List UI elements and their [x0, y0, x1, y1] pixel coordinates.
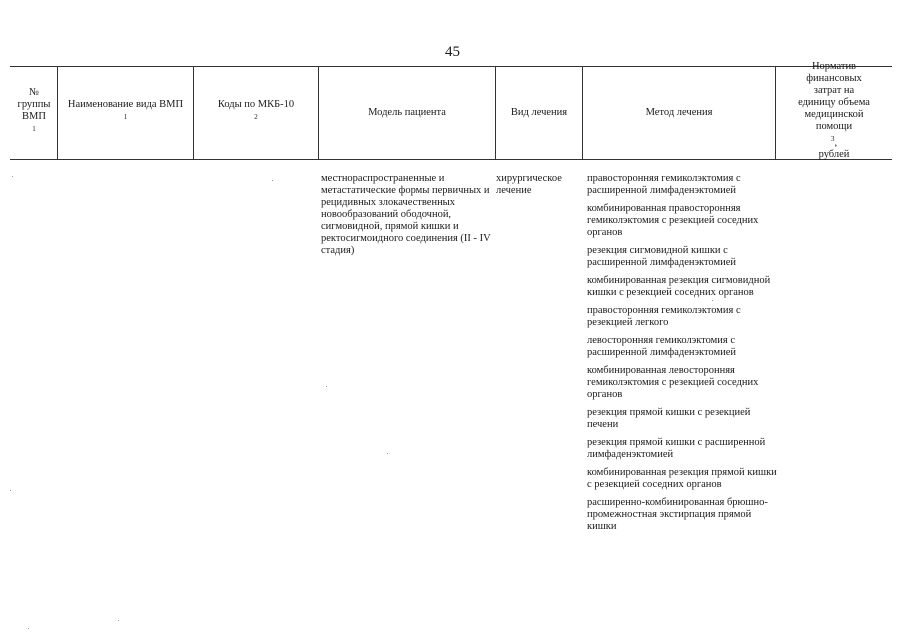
- page-number: 45: [445, 44, 460, 60]
- treatment-method-list: [587, 173, 782, 539]
- norm-line: помощи: [815, 120, 853, 132]
- scan-speck: [326, 386, 327, 387]
- method-item: резекция прямой кишки с резекцией печени: [587, 407, 751, 430]
- vmp-name-label: Наименование вида ВМП: [67, 98, 184, 110]
- icd-codes-footnote: 2: [254, 112, 258, 121]
- norm-line: Норматив: [811, 60, 857, 72]
- icd-codes-label: Коды по МКБ-10: [217, 98, 295, 110]
- scan-speck: [712, 300, 713, 301]
- treatment-method-label: Метод лечения: [645, 107, 713, 118]
- norm-line: финансовых: [806, 72, 862, 84]
- scan-speck: [12, 176, 13, 177]
- norm-line: рублей: [818, 149, 850, 161]
- vmp-name-footnote: 1: [123, 112, 128, 121]
- method-item: правосторонняя гемиколэктомия с резекцией легкого: [587, 305, 741, 328]
- column-header-financial-norm: Норматив финансовых затрат на единицу объема медицинской помощи $^3$, рублей: [798, 60, 870, 161]
- method-item: правосторонняя гемиколэктомия с расширенной лимфаденэктомией: [587, 173, 741, 196]
- patient-model-cell: местнораспространенные и метастатические формы первичных и рецидивных злокачественных новообразований ободочной, сигмовидной, прямой кишки и ректосигмоидного соединения (II - IV стадия): [321, 173, 491, 256]
- group-number-footnote: 1: [32, 124, 36, 133]
- method-item: левосторонняя гемиколэктомия с расширенной лимфаденэктомией: [587, 335, 737, 358]
- column-header-vmp-name: [58, 66, 193, 160]
- method-item: резекция прямой кишки с расширенной лимфаденэктомией: [587, 437, 766, 460]
- method-item: расширенно-комбинированная брюшно-промежностная экстирпация прямой кишки: [587, 497, 768, 532]
- treatment-type-cell: хирургическое лечение: [496, 173, 562, 196]
- column-header-icd-codes: [194, 66, 318, 160]
- scan-speck: [10, 490, 11, 491]
- patient-model-label: Модель пациента: [368, 107, 446, 118]
- scan-speck: [387, 453, 388, 454]
- group-number-label: № группы ВМП: [17, 86, 51, 122]
- column-header-group-number: [14, 66, 54, 160]
- method-item: комбинированная левосторонняя гемиколэктомия с резекцией соседних органов: [587, 365, 759, 400]
- norm-line: медицинской: [804, 108, 864, 120]
- method-item: резекция сигмовидной кишки с расширенной лимфаденэктомией: [587, 245, 737, 268]
- column-header-patient-model: [319, 66, 495, 160]
- method-item: комбинированная правосторонняя гемиколэктомия с резекцией соседних органов: [587, 203, 759, 238]
- norm-footnote: 3: [830, 134, 835, 143]
- treatment-type-label: Вид лечения: [510, 107, 568, 118]
- column-header-treatment-method: [583, 66, 775, 160]
- norm-line: единицу объема: [798, 96, 870, 108]
- method-item: комбинированная резекция сигмовидной кишки с резекцией соседних органов: [587, 275, 771, 298]
- scan-speck: [118, 620, 119, 621]
- scan-speck: [28, 628, 29, 629]
- scan-speck: [272, 180, 273, 181]
- column-header-treatment-type: [496, 66, 582, 160]
- method-item: комбинированная резекция прямой кишки с резекцией соседних органов: [587, 467, 777, 490]
- norm-line: затрат на: [813, 84, 855, 96]
